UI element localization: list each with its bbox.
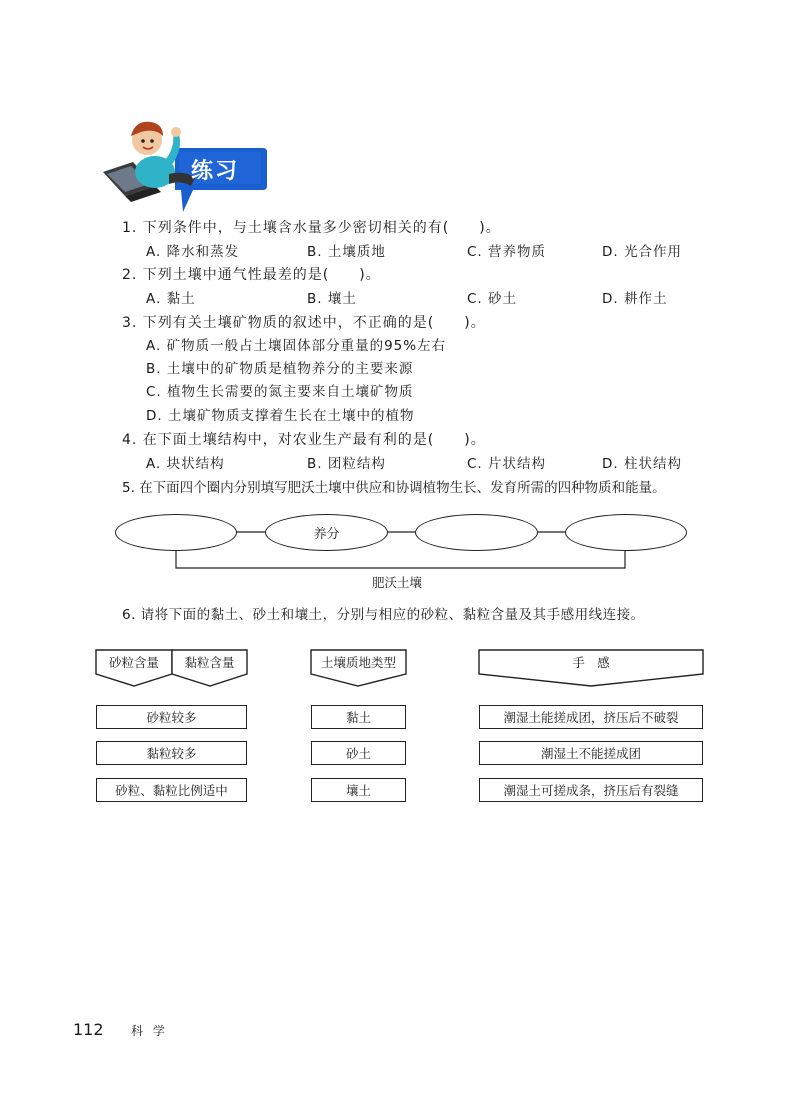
q6-col2-item-2[interactable]: 砂土 xyxy=(311,741,406,765)
question-1: 1. 下列条件中，与土壤含水量多少密切相关的有( )。 xyxy=(122,220,501,236)
q4-option-a: A. 块状结构 xyxy=(146,456,225,472)
q2-option-a: A. 黏土 xyxy=(146,291,196,307)
q6-header-clay: 黏粒含量 xyxy=(184,655,235,670)
q6-col2-item-3[interactable]: 壤土 xyxy=(311,778,406,802)
question-2: 2. 下列土壤中通气性最差的是( )。 xyxy=(122,267,381,283)
exercise-title: 练习 xyxy=(191,159,240,184)
q1-option-a: A. 降水和蒸发 xyxy=(146,244,240,260)
q1-option-c: C. 营养物质 xyxy=(467,244,547,260)
q4-option-b: B. 团粒结构 xyxy=(307,456,386,472)
question-5: 5. 在下面四个圈内分别填写肥沃土壤中供应和协调植物生长、发育所需的四种物质和能量。 xyxy=(122,480,666,496)
q6-col1-item-1[interactable]: 砂粒较多 xyxy=(96,705,247,729)
q6-header-texture-type: 土壤质地类型 xyxy=(320,655,396,670)
q6-col3-item-3[interactable]: 潮湿土可搓成条，挤压后有裂缝 xyxy=(479,778,703,802)
q1-option-d: D. 光合作用 xyxy=(602,244,682,260)
q5-ellipse-1[interactable] xyxy=(115,514,237,551)
q6-header-feel: 手 感 xyxy=(572,655,610,670)
q5-ellipse-2[interactable]: 养分 xyxy=(265,514,388,551)
question-3: 3. 下列有关土壤矿物质的叙述中，不正确的是( )。 xyxy=(122,315,486,331)
q6-header-sand: 砂粒含量 xyxy=(108,655,159,670)
q4-option-d: D. 柱状结构 xyxy=(602,456,682,472)
q6-col3-item-2[interactable]: 潮湿土不能搓成团 xyxy=(479,741,703,765)
q3-option-b: B. 土壤中的矿物质是植物养分的主要来源 xyxy=(146,361,414,377)
q2-option-d: D. 耕作土 xyxy=(602,291,668,307)
q6-col2-item-1[interactable]: 黏土 xyxy=(311,705,406,729)
q4-option-c: C. 片状结构 xyxy=(467,456,547,472)
q5-bracket-label: 肥沃土壤 xyxy=(372,575,423,590)
q6-col1-item-3[interactable]: 砂粒、黏粒比例适中 xyxy=(96,778,247,802)
q5-ellipse-4[interactable] xyxy=(565,514,687,551)
q1-option-b: B. 土壤质地 xyxy=(307,244,386,260)
q2-option-c: C. 砂土 xyxy=(467,291,518,307)
question-6: 6. 请将下面的黏土、砂土和壤土，分别与相应的砂粒、黏粒含量及其手感用线连接。 xyxy=(122,607,645,623)
q6-col1-item-2[interactable]: 黏粒较多 xyxy=(96,741,247,765)
q3-option-a: A. 矿物质一般占土壤固体部分重量的95%左右 xyxy=(146,338,447,354)
subject-label: 科 学 xyxy=(131,1024,168,1038)
q6-col3-item-1[interactable]: 潮湿土能搓成团，挤压后不破裂 xyxy=(479,705,703,729)
q2-option-b: B. 壤土 xyxy=(307,291,357,307)
page-number: 112 xyxy=(73,1020,104,1039)
q3-option-c: C. 植物生长需要的氮主要来自土壤矿物质 xyxy=(146,384,414,400)
q5-ellipse-3[interactable] xyxy=(415,514,538,551)
question-4: 4. 在下面土壤结构中，对农业生产最有利的是( )。 xyxy=(122,432,486,448)
q3-option-d: D. 土壤矿物质支撑着生长在土壤中的植物 xyxy=(146,408,415,424)
